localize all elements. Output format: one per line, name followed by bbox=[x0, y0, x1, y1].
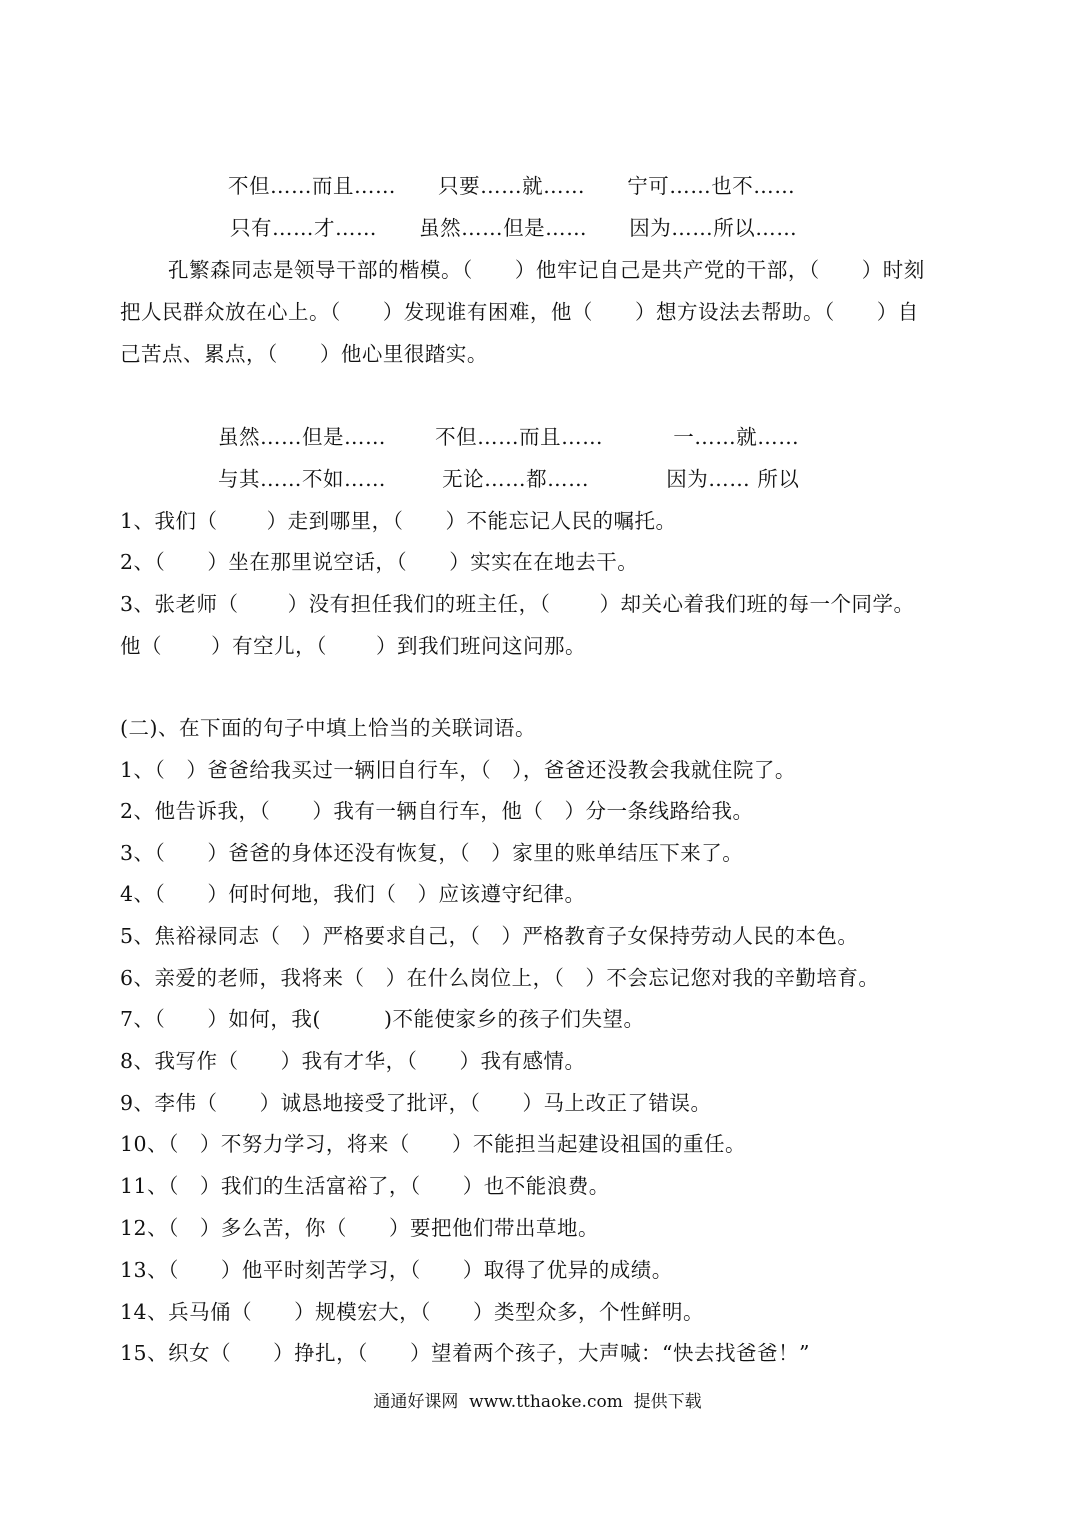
passage-line-1: 孔繁森同志是领导干部的楷模。（ ）他牢记自己是共产党的干部，（ ）时刻 bbox=[168, 258, 925, 282]
question-line: 1、我们（ ）走到哪里，（ ）不能忘记人民的嘱托。 bbox=[120, 509, 677, 533]
word-options-row-3: 虽然……但是…… 不但……而且…… 一……就…… bbox=[218, 425, 800, 449]
list-item: 10、（ ）不努力学习，将来（ ）不能担当起建设祖国的重任。 bbox=[120, 1132, 746, 1156]
list-item: 14、兵马俑（ ）规模宏大，（ ）类型众多，个性鲜明。 bbox=[120, 1300, 705, 1324]
list-item: 6、亲爱的老师，我将来（ ）在什么岗位上，（ ）不会忘记您对我的辛勤培育。 bbox=[120, 966, 880, 990]
list-item: 7、（ ）如何，我( )不能使家乡的孩子们失望。 bbox=[120, 1007, 645, 1031]
word-options-row-4: 与其……不如…… 无论……都…… 因为…… 所以 bbox=[218, 467, 800, 491]
section-heading: (二)、在下面的句子中填上恰当的关联词语。 bbox=[120, 716, 536, 740]
page-footer: 通通好课网 www.tthaoke.com 提供下载 bbox=[373, 1392, 702, 1412]
passage-line-3: 己苦点、累点，（ ）他心里很踏实。 bbox=[120, 342, 488, 366]
list-item: 8、我写作（ ）我有才华，（ ）我有感情。 bbox=[120, 1049, 586, 1073]
question-line: 3、张老师（ ）没有担任我们的班主任，（ ）却关心着我们班的每一个同学。 bbox=[120, 592, 915, 616]
word-options-row-1: 不但……而且…… 只要……就…… 宁可……也不…… bbox=[228, 174, 796, 198]
word-options-row-2: 只有……才…… 虽然……但是…… 因为……所以…… bbox=[230, 216, 798, 240]
list-item: 5、焦裕禄同志（ ）严格要求自己，（ ）严格教育子女保持劳动人民的本色。 bbox=[120, 924, 859, 948]
list-item: 13、（ ）他平时刻苦学习，（ ）取得了优异的成绩。 bbox=[120, 1258, 673, 1282]
passage-line-2: 把人民群众放在心上。（ ）发现谁有困难，他（ ）想方设法去帮助。（ ）自 bbox=[120, 300, 919, 324]
list-item: 15、织女（ ）挣扎，（ ）望着两个孩子，大声喊：“快去找爸爸！” bbox=[120, 1341, 810, 1365]
list-item: 12、（ ）多么苦，你（ ）要把他们带出草地。 bbox=[120, 1216, 599, 1240]
list-item: 11、（ ）我们的生活富裕了，（ ）也不能浪费。 bbox=[120, 1174, 610, 1198]
list-item: 9、李伟（ ）诚恳地接受了批评，（ ）马上改正了错误。 bbox=[120, 1091, 712, 1115]
list-item: 2、他告诉我，（ ）我有一辆自行车，他（ ）分一条线路给我。 bbox=[120, 799, 754, 823]
question-line: 2、（ ）坐在那里说空话，（ ）实实在在地去干。 bbox=[120, 550, 639, 574]
list-item: 4、（ ）何时何地，我们（ ）应该遵守纪律。 bbox=[120, 882, 586, 906]
list-item: 3、（ ）爸爸的身体还没有恢复，（ ）家里的账单结压下来了。 bbox=[120, 841, 744, 865]
question-line: 他（ ）有空儿，（ ）到我们班问这问那。 bbox=[120, 634, 586, 658]
list-item: 1、（ ）爸爸给我买过一辆旧自行车，（ ），爸爸还没教会我就住院了。 bbox=[120, 758, 796, 782]
